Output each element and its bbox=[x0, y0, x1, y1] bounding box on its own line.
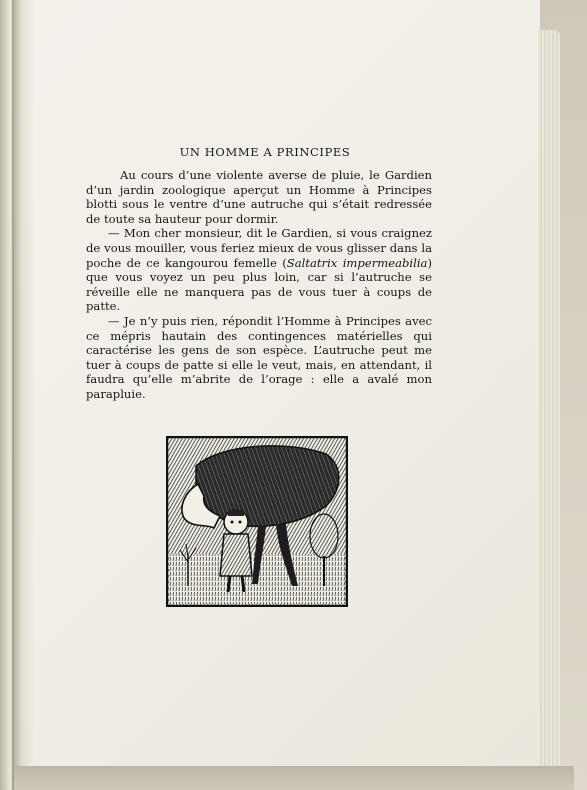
latin-name: Saltatrix impermeabilia bbox=[286, 255, 428, 270]
paragraph-2 bbox=[86, 226, 432, 314]
paragraph-1: Au cours d’une violente averse de pluie, le Gardien d’un jardin zoologique aperçut un Homme à Principes blotti sous le ventre d’une autruche qui s’était redressée de toute sa hauteur pour dormir. bbox=[86, 168, 432, 226]
story-title: UN HOMME A PRINCIPES bbox=[179, 145, 351, 159]
paragraph-2-end: ) que vous voyez un peu plus loin, car si l’autruche se réveille elle ne manquera pas de vous tuer à coups de patte. bbox=[86, 255, 432, 314]
book-gutter bbox=[12, 0, 34, 790]
page-bottom-shadow bbox=[14, 766, 574, 790]
paragraph-2-start: — Mon cher monsieur, dit le Gardien, si vous craignez de vous mouiller, vous feriez mieux de vous glisser dans la poche de ce kangourou femelle ( bbox=[86, 226, 432, 270]
page-stack-edges bbox=[538, 30, 560, 770]
paragraph-3: — Je n’y puis rien, répondit l’Homme à Principes avec ce mépris hautain des contingences matérielles qui caractérise les gens de son espèce. L’autruche peut me tuer à coups de patte si elle le veut, mais, en attendant, il faudra qu’elle m’abrite de l’orage : elle a avalé mon parapluie. bbox=[86, 313, 432, 401]
woodcut-illustration bbox=[166, 436, 348, 607]
story-text bbox=[86, 168, 432, 402]
